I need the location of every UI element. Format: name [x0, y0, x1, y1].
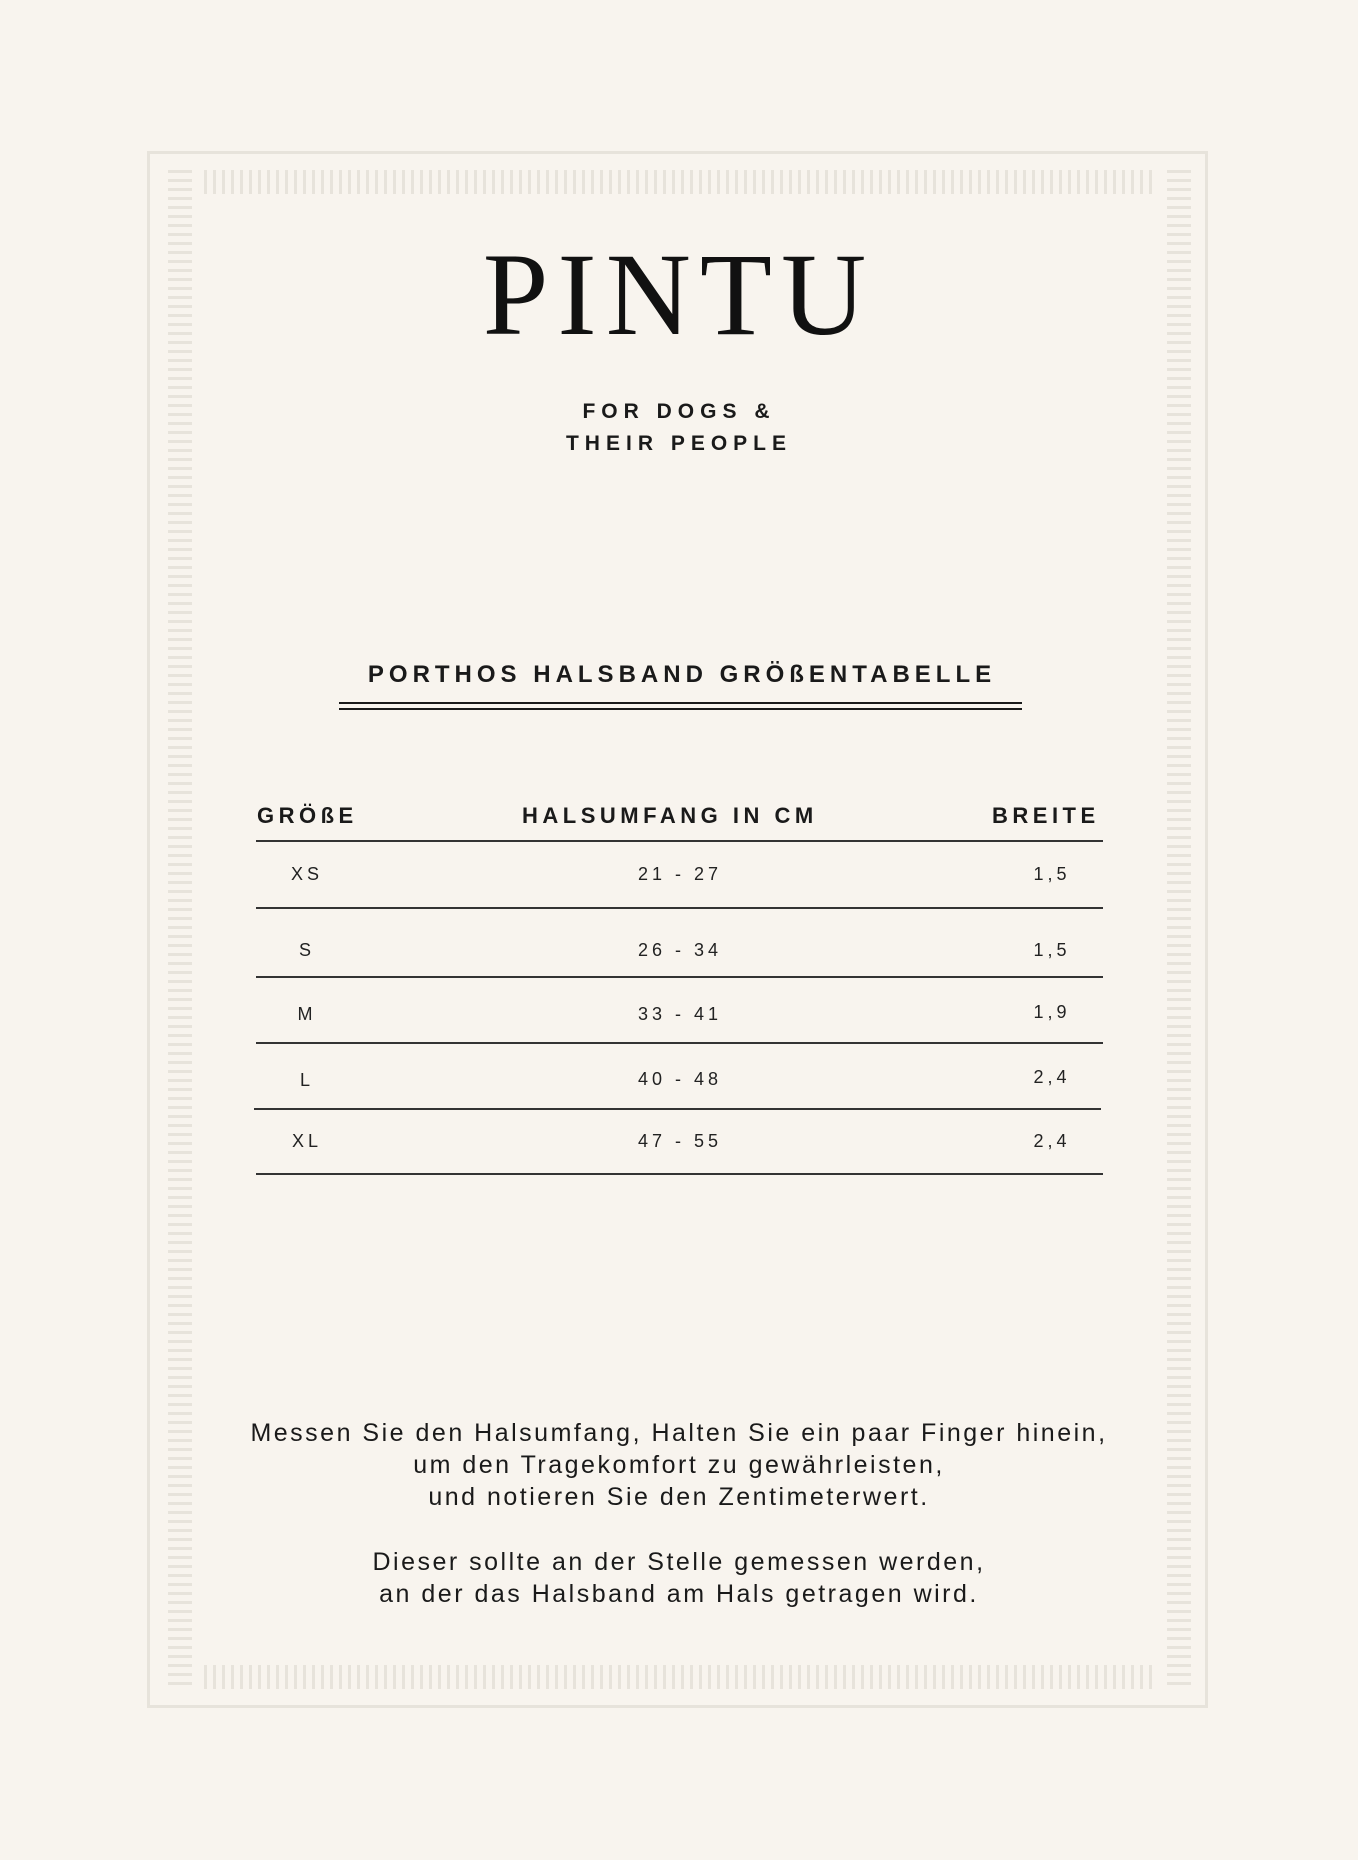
cell-size: M — [297, 1004, 317, 1024]
cell-size: L — [299, 1070, 314, 1090]
table-divider — [254, 1108, 1101, 1110]
frame-ticks-top — [204, 170, 1158, 194]
cell-size: S — [298, 940, 315, 960]
cell-size: XS — [290, 864, 323, 884]
frame-ticks-bottom — [204, 1665, 1158, 1689]
cell-size: XL — [291, 1131, 323, 1151]
column-header-size: GRÖßE — [257, 803, 358, 828]
instruction-line: Dieser sollte an der Stelle gemessen werden, — [372, 1548, 986, 1576]
table-divider — [256, 907, 1103, 909]
cell-neck: 26 - 34 — [637, 940, 723, 960]
instruction-line: und notieren Sie den Zentimeterwert. — [428, 1483, 930, 1511]
brand-tagline-line1: FOR DOGS & — [582, 400, 776, 423]
cell-neck: 40 - 48 — [637, 1069, 723, 1089]
title-underline — [339, 708, 1022, 710]
table-divider — [256, 1042, 1103, 1044]
cell-neck: 47 - 55 — [637, 1131, 723, 1151]
size-chart-title: PORTHOS HALSBAND GRÖßENTABELLE — [367, 661, 997, 688]
instruction-line: Messen Sie den Halsumfang, Halten Sie ein paar Finger hinein, — [250, 1419, 1108, 1447]
table-divider — [256, 976, 1103, 978]
cell-neck: 33 - 41 — [637, 1004, 723, 1024]
table-divider — [256, 1173, 1103, 1175]
cell-neck: 21 - 27 — [637, 864, 723, 884]
column-header-neck: HALSUMFANG IN CM — [522, 803, 818, 828]
cell-width: 1,5 — [1033, 864, 1071, 884]
cell-width: 2,4 — [1033, 1067, 1071, 1087]
table-divider — [256, 840, 1103, 842]
brand-tagline-line2: THEIR PEOPLE — [565, 432, 793, 455]
brand-logo: PINTU — [482, 229, 876, 360]
instruction-line: um den Tragekomfort zu gewährleisten, — [413, 1451, 945, 1479]
column-header-width: BREITE — [992, 803, 1100, 828]
instruction-line: an der das Halsband am Hals getragen wird. — [379, 1580, 979, 1608]
title-underline — [339, 702, 1022, 704]
cell-width: 1,5 — [1033, 940, 1071, 960]
cell-width: 1,9 — [1033, 1002, 1071, 1022]
cell-width: 2,4 — [1033, 1131, 1071, 1151]
